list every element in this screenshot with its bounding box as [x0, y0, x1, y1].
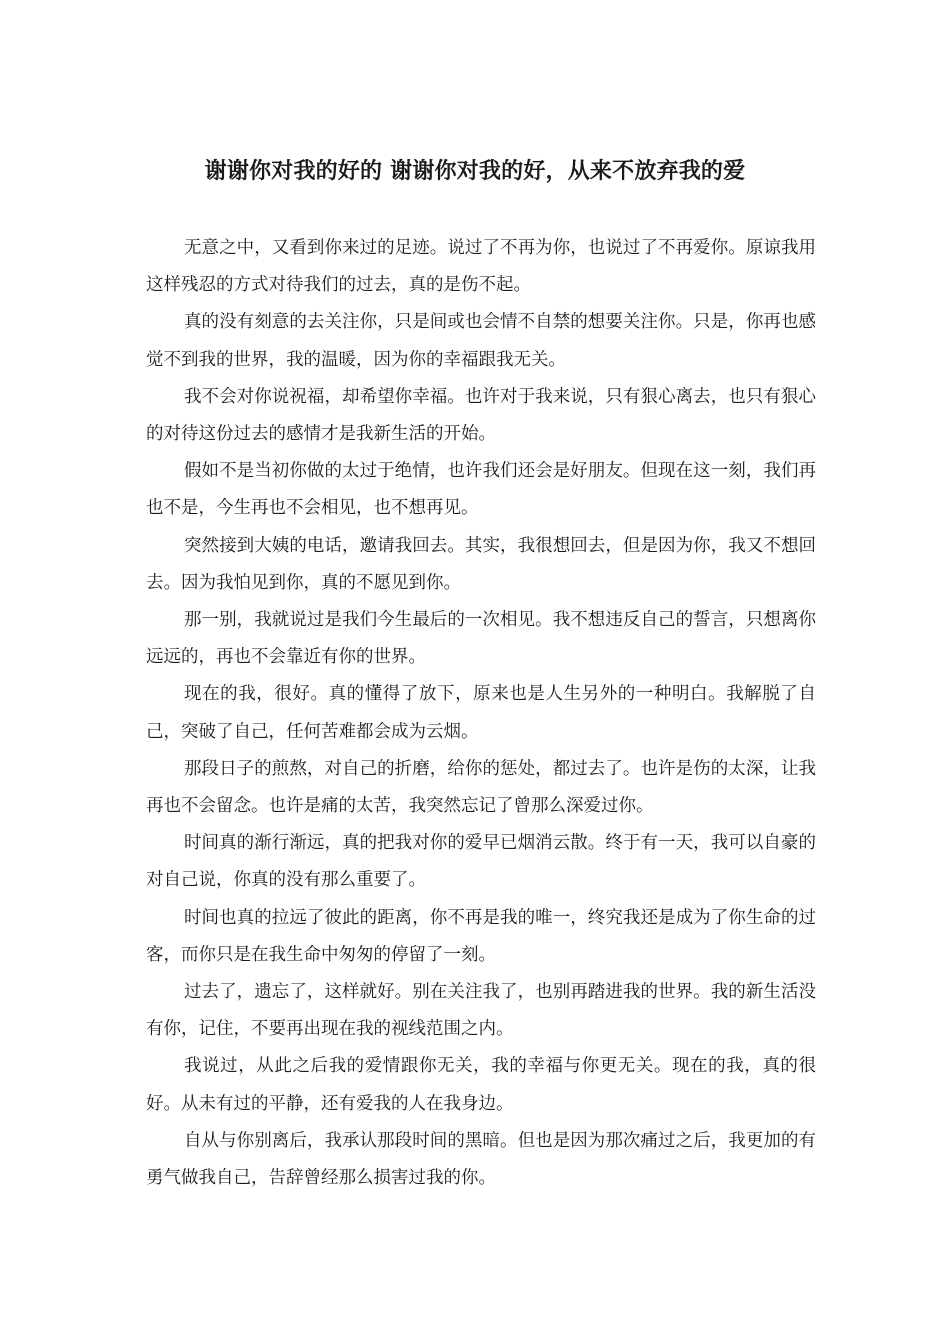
paragraph-6: 那一别，我就说过是我们今生最后的一次相见。我不想违反自己的誓言，只想离你远远的，再也不会靠近有你的世界。 [146, 610, 816, 668]
paragraph-1: 无意之中，又看到你来过的足迹。说过了不再为你，也说过了不再爱你。原谅我用这样残忍的方式对待我们的过去，真的是伤不起。 [146, 238, 816, 296]
paragraph-10: 时间也真的拉远了彼此的距离，你不再是我的唯一，终究我还是成为了你生命的过客，而你只是在我生命中匆匆的停留了一刻。 [146, 907, 816, 965]
paragraph-2: 真的没有刻意的去关注你，只是间或也会情不自禁的想要关注你。只是，你再也感觉不到我的世界，我的温暖，因为你的幸福跟我无关。 [146, 312, 816, 370]
paragraph-9: 时间真的渐行渐远，真的把我对你的爱早已烟消云散。终于有一天，我可以自豪的对自己说，你真的没有那么重要了。 [146, 833, 816, 891]
paragraph-4: 假如不是当初你做的太过于绝情，也许我们还会是好朋友。但现在这一刻，我们再也不是，今生再也不会相见，也不想再见。 [146, 461, 816, 519]
paragraph-8: 那段日子的煎熬，对自己的折磨，给你的惩处，都过去了。也许是伤的太深，让我再也不会留念。也许是痛的太苦，我突然忘记了曾那么深爱过你。 [146, 758, 816, 817]
paragraph-5: 突然接到大姨的电话，邀请我回去。其实，我很想回去，但是因为你，我又不想回去。因为我怕见到你，真的不愿见到你。 [146, 535, 816, 593]
paragraph-7: 现在的我，很好。真的懂得了放下，原来也是人生另外的一种明白。我解脱了自己，突破了自己，任何苦难都会成为云烟。 [146, 684, 816, 742]
paragraph-3: 我不会对你说祝福，却希望你幸福。也许对于我来说，只有狠心离去，也只有狠心的对待这份过去的感情才是我新生活的开始。 [146, 386, 816, 445]
document-body [146, 230, 816, 1197]
paragraph-13: 自从与你别离后，我承认那段时间的黑暗。但也是因为那次痛过之后，我更加的有勇气做我自己，告辞曾经那么损害过我的你。 [146, 1130, 816, 1189]
paragraph-12: 我说过，从此之后我的爱情跟你无关，我的幸福与你更无关。现在的我，真的很好。从未有过的平静，还有爱我的人在我身边。 [146, 1056, 816, 1114]
document-title: 谢谢你对我的好的 谢谢你对我的好，从来不放弃我的爱 [204, 158, 746, 184]
paragraph-11: 过去了，遗忘了，这样就好。别在关注我了，也别再踏进我的世界。我的新生活没有你，记住，不要再出现在我的视线范围之内。 [146, 982, 816, 1040]
